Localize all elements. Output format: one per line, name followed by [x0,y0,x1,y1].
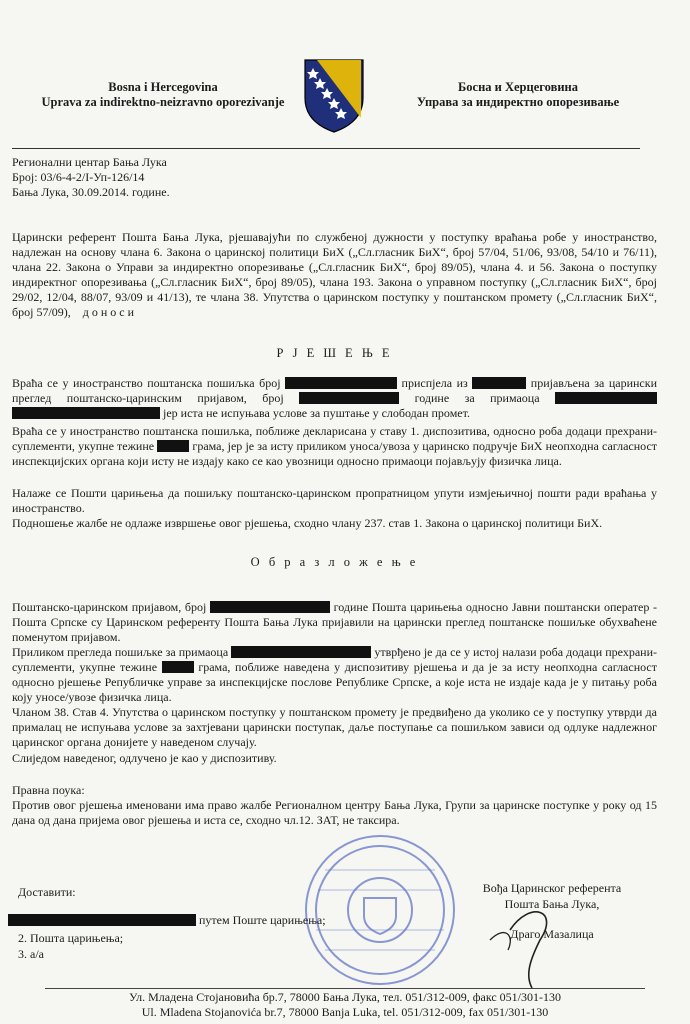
footer-address-latin: Ul. Mladena Stojanovića br.7, 78000 Banja Luka, tel. 051/312-009, fax 051/301-130 [141,1005,549,1019]
reasoning-paragraph-3: Чланом 38. Став 4. Упутства о царинском поступку у поштанском промету је предвиђено да уколико се у поступку утврди да прималац не испуњава услове за захтјевани царински поступак, даље поступање са пошиљком зависи од одлуке надлежног царинског органа донијете у наведеном случају. [12,705,657,749]
footer-address-cyrillic: Ул. Младена Стојановића бр.7, 78000 Бања Лука, тел. 051/312-009, факс 051/301-130 [128,990,562,1004]
decision-paragraph-1 [12,376,657,421]
decision-p1-d: године за примаоца [414,391,540,405]
redaction-bar [162,661,194,673]
redaction-bar [555,392,657,404]
redaction-bar [299,392,399,404]
regional-center: Регионални центар Бања Лука [12,155,167,169]
delivery-item-1-suffix: путем Поште царињења; [199,913,326,927]
header-left-country: Bosna i Hercegovina [108,80,218,94]
reasoning-paragraph-2 [12,645,657,705]
redaction-bar [472,377,526,389]
signature-name: Драго Мазалица [510,927,594,941]
legal-remedy-text: Против овог рјешења именовани има право жалбе Регионалном центру Бања Лука, Групи за царинске поступке у року од 15 дана од дана пријема овог рјешења и иста се, сходно чл.12. ЗАТ, не таксира. [12,798,657,827]
footer-address [60,990,630,1020]
decision-p1-c: пријављена за царински преглед поштанско-царинским пријавом, број [12,376,657,405]
header-right-authority: Управа за индиректно опорезивање [416,95,620,109]
redaction-bar [157,440,189,452]
intro-end: д о н о с и [82,305,135,319]
reasoning-p2-a: Приликом прегледа пошиљке за примаоца [12,645,229,659]
decision-title: Р Ј Е Ш Е Њ Е [276,346,393,360]
decision-paragraph-2 [12,424,657,469]
header-left [18,80,308,110]
decision-p1-a: Враћа се у иностранство поштанска пошиљка број [12,376,281,390]
redaction-bar [8,914,196,926]
delivery-item-3: 3. а/а [18,947,44,961]
decision-p1-e: јер иста не испуњава услове за пуштање у слободан промет. [163,406,470,420]
decision-p2-b: грама, јер је за исту приликом уноса/увоза у царинско подручје БиХ неопходна сагласност инспекцијских органа који исту не издају како се као увозници односно примаоци појављују физичка лица. [12,439,658,468]
reasoning-p2-c: грама, поближе наведена у диспозитиву рјешења и да је за исту неопходна сагласност односно рјешење Републичке управе за инспекцијске послове Републике Српске, а које иста не издаје када је у питању роба коју уносе/увозе физичка лица. [12,660,658,704]
reasoning-paragraph-1 [12,600,657,645]
official-stamp [300,830,460,990]
footer-divider [45,988,645,989]
reasoning-p1-a: Поштанско-царинском пријавом, број [12,600,207,614]
decision-paragraph-3: Налаже се Пошти царињења да пошиљку поштанско-царинском пропратницом упути измјењичној пошти ради враћања у иностранство. [12,486,657,515]
redaction-bar [210,601,330,613]
reasoning-title: О б р а з л о ж е њ е [250,555,419,569]
document-meta [12,155,170,200]
decision-p2-a: Враћа се у иностранство поштанска пошиљка, поближе декларисана у ставу 1. диспозитива, односно роба додаци прехрани-суплементи, укупне тежине [12,424,657,453]
document-date: Бања Лука, 30.09.2014. године. [12,185,170,199]
header-divider [12,148,640,149]
intro-paragraph [12,230,657,320]
intro-text: Царински референт Пошта Бања Лука, рјешавајући по службеној дужности у поступку враћања робе у иностранство, надлежан на основу члана 6. Закона о царинској политици БиХ („Сл.гласник БиХ“, број 57/04, 51/06, 93/08, 54/10 и 76/11), члана 22. Закона о Управи за индиректно опорезивање („Сл.гласник БиХ“, број 89/05), члана 4. и 56. Закона о поступку индиректног опорезивања („Сл.гласник БиХ“, број 89/05), члана 193. Закона о управном поступку („Сл.гласник БиХ“, број 29/02, 12/04, 88/07, 93/09 и 41/13), те члана 38. Упутства о царинском поступку у поштанском промету („Сл.гласник БиХ“, број 57/09), [12,230,657,319]
reasoning-p1-b: године Пошта царињења односно Јавни поштански оператер - Пошта Српске су Царинском референту Пошта Бања Лука пријавили на царински преглед поштанске пошиљке обухваћене поменутом пријавом. [12,600,657,644]
signature-office: Пошта Бања Лука, [504,897,600,911]
header-right-country: Босна и Херцеговина [458,80,578,94]
redaction-bar [285,377,397,389]
header-left-authority: Uprava za indirektno-neizravno oporezivanje [41,95,285,109]
header-right [368,80,668,110]
decision-paragraph-4: Подношење жалбе не одлаже извршење овог рјешења, сходно члану 237. став 1. Закона о царинској политици БиХ. [12,516,603,530]
redaction-bar [231,646,371,658]
reasoning-paragraph-4: Слиједом наведеног, одлучено је као у диспозитиву. [12,751,277,765]
handwritten-signature [470,880,590,990]
reasoning-p2-b: утврђено је да се у истој налази роба додаци прехрани-суплементи, укупне тежине [12,645,658,674]
signature-role: Вођа Царинског референта [482,881,622,895]
decision-p1-b: приспјела из [401,376,468,390]
coat-of-arms-icon [303,58,365,134]
redaction-bar [12,407,160,419]
delivery-title: Доставити: [18,885,76,899]
delivery-item-1 [8,912,326,928]
legal-remedy-title: Правна поука: [12,783,85,797]
document-number: Број: 03/6-4-2/I-Уп-126/14 [12,170,145,184]
delivery-item-2: 2. Пошта царињења; [18,931,124,945]
